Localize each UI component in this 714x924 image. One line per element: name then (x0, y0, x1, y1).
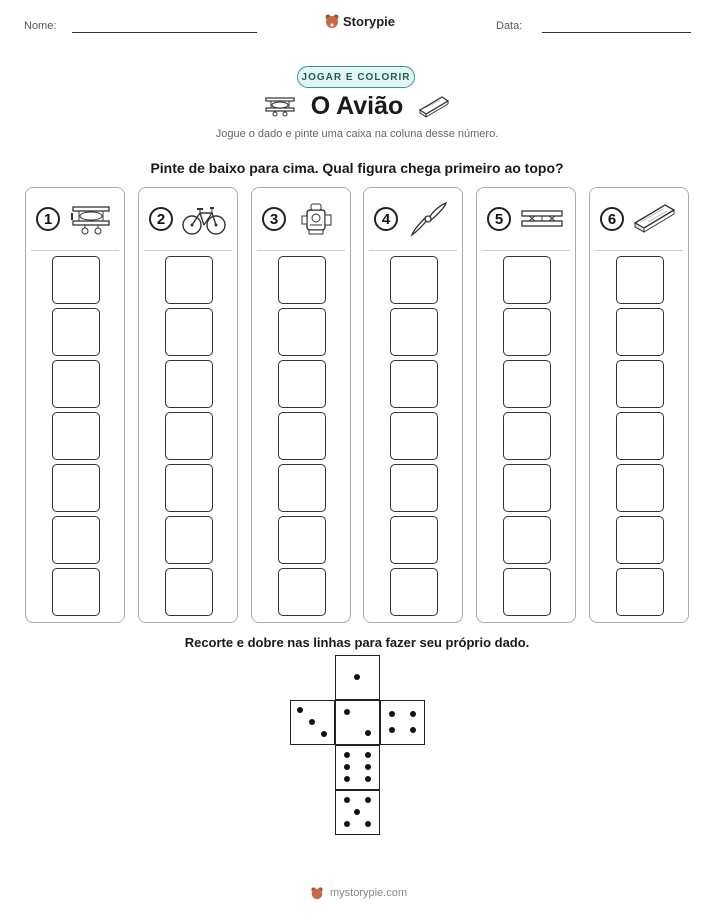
color-box[interactable] (52, 568, 100, 616)
die-pip (344, 764, 350, 770)
color-box[interactable] (165, 308, 213, 356)
color-box[interactable] (503, 464, 551, 512)
engine-icon (294, 201, 340, 237)
brand-name: Storypie (343, 13, 396, 29)
instruction: Pinte de baixo para cima. Qual figura chega primeiro ao topo? (150, 160, 564, 176)
color-box[interactable] (616, 412, 664, 460)
die-pip (365, 730, 371, 736)
column-divider (257, 250, 345, 251)
die-pip (365, 764, 371, 770)
color-box[interactable] (52, 464, 100, 512)
color-box[interactable] (278, 308, 326, 356)
column-number: 1 (36, 207, 60, 231)
column-number: 3 (262, 207, 286, 231)
die-pip (344, 821, 350, 827)
column-divider (369, 250, 457, 251)
column-divider (31, 250, 119, 251)
color-box[interactable] (165, 516, 213, 564)
propeller-icon (406, 201, 452, 237)
column-header (26, 188, 124, 250)
color-box[interactable] (616, 516, 664, 564)
color-box[interactable] (278, 568, 326, 616)
die-pip (365, 776, 371, 782)
color-box[interactable] (616, 464, 664, 512)
color-box[interactable] (390, 568, 438, 616)
die-pip (365, 752, 371, 758)
color-box[interactable] (390, 308, 438, 356)
color-box[interactable] (165, 568, 213, 616)
color-box[interactable] (503, 360, 551, 408)
date-line[interactable] (542, 32, 691, 33)
subtitle: Jogue o dado e pinte uma caixa na coluna desse número. (215, 128, 499, 140)
color-box[interactable] (165, 256, 213, 304)
column-header (477, 188, 575, 250)
color-box[interactable] (390, 516, 438, 564)
column-header (252, 188, 350, 250)
color-box[interactable] (503, 256, 551, 304)
color-box[interactable] (503, 568, 551, 616)
color-box[interactable] (390, 256, 438, 304)
color-box[interactable] (616, 360, 664, 408)
die-face-4 (380, 700, 425, 745)
color-box[interactable] (616, 308, 664, 356)
column-5 (476, 187, 576, 623)
color-box[interactable] (278, 360, 326, 408)
die-pip (410, 711, 416, 717)
color-box[interactable] (278, 412, 326, 460)
color-box[interactable] (278, 464, 326, 512)
column-header (364, 188, 462, 250)
color-box[interactable] (390, 360, 438, 408)
page-title: O Avião (310, 92, 404, 120)
bear-icon (324, 13, 340, 29)
die-pip (344, 776, 350, 782)
column-number: 6 (600, 207, 624, 231)
color-box[interactable] (165, 464, 213, 512)
column-3 (251, 187, 351, 623)
die-pip (344, 709, 350, 715)
column-divider (595, 250, 683, 251)
color-box[interactable] (390, 412, 438, 460)
die-pip (365, 821, 371, 827)
column-4 (363, 187, 463, 623)
color-box[interactable] (616, 568, 664, 616)
color-box[interactable] (52, 308, 100, 356)
die-face-1 (335, 655, 380, 700)
column-number: 5 (487, 207, 511, 231)
bicycle-icon (181, 201, 227, 237)
die-face-2 (335, 700, 380, 745)
color-box[interactable] (52, 412, 100, 460)
column-1 (25, 187, 125, 623)
activity-badge: JOGAR E COLORIR (297, 66, 415, 88)
die-pip (389, 727, 395, 733)
date-label: Data: (496, 20, 523, 32)
bear-icon (310, 886, 324, 900)
color-box[interactable] (52, 360, 100, 408)
die-pip (309, 719, 315, 725)
brand-logo (324, 13, 395, 29)
column-header (590, 188, 688, 250)
column-number: 4 (374, 207, 398, 231)
die-pip (365, 797, 371, 803)
die-pip (354, 674, 360, 680)
cut-instruction: Recorte e dobre nas linhas para fazer seu próprio dado. (184, 635, 530, 650)
color-box[interactable] (278, 516, 326, 564)
color-box[interactable] (165, 412, 213, 460)
wing-icon (519, 201, 565, 237)
die-face-3 (290, 700, 335, 745)
color-box[interactable] (616, 256, 664, 304)
color-box[interactable] (503, 516, 551, 564)
die-pip (297, 707, 303, 713)
color-box[interactable] (503, 412, 551, 460)
footer (310, 886, 407, 900)
column-header (139, 188, 237, 250)
die-pip (354, 809, 360, 815)
die-pip (410, 727, 416, 733)
plank-title-icon (418, 94, 450, 118)
die-face-6 (335, 745, 380, 790)
color-box[interactable] (52, 516, 100, 564)
color-box[interactable] (52, 256, 100, 304)
column-divider (144, 250, 232, 251)
color-box[interactable] (503, 308, 551, 356)
column-6 (589, 187, 689, 623)
color-box[interactable] (165, 360, 213, 408)
die-pip (389, 711, 395, 717)
die-pip (321, 731, 327, 737)
biplane-icon (68, 201, 114, 237)
die-pip (344, 752, 350, 758)
color-box[interactable] (390, 464, 438, 512)
column-2 (138, 187, 238, 623)
name-line[interactable] (72, 32, 257, 33)
name-label: Nome: (24, 20, 57, 32)
wood-plank-icon (632, 201, 678, 237)
column-number: 2 (149, 207, 173, 231)
color-box[interactable] (278, 256, 326, 304)
die-pip (344, 797, 350, 803)
die-face-5 (335, 790, 380, 835)
column-divider (482, 250, 570, 251)
footer-url[interactable]: mystorypie.com (330, 887, 408, 899)
